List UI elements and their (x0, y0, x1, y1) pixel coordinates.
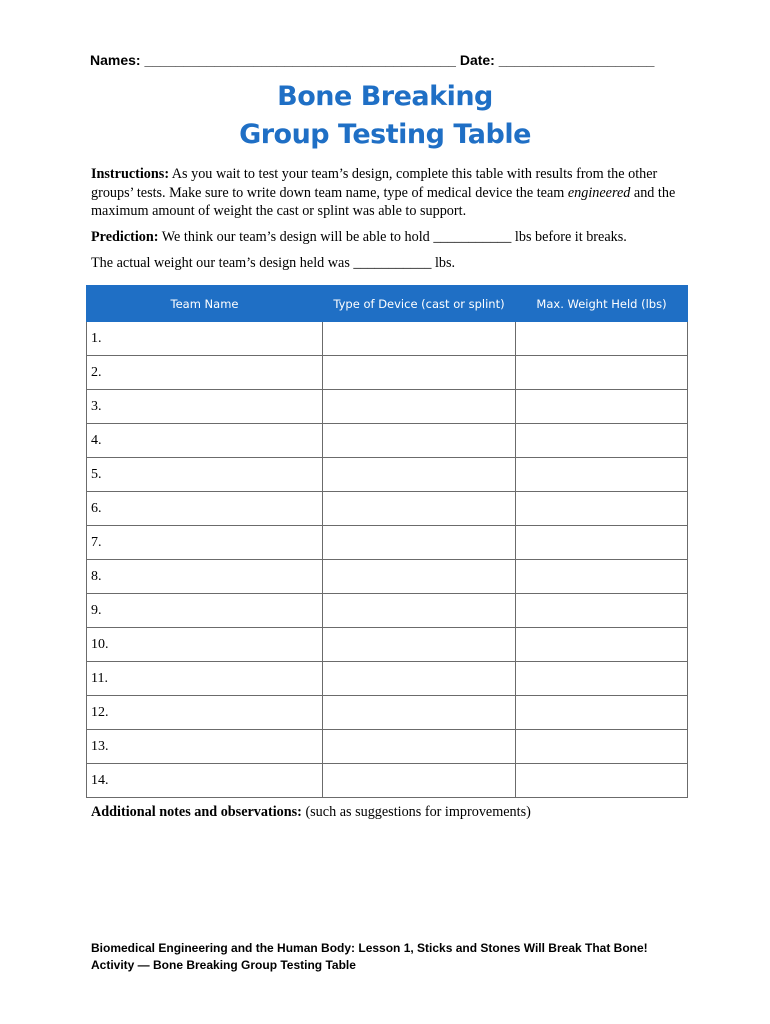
device-type-cell[interactable] (323, 390, 516, 424)
instructions-italic: engineered (567, 184, 631, 201)
title-line-2: Group Testing Table (239, 119, 531, 150)
table-row (87, 458, 688, 492)
table-row (87, 696, 688, 730)
header-max-weight: Max. Weight Held (lbs) (516, 286, 688, 322)
device-type-cell[interactable] (323, 730, 516, 764)
table-row (87, 322, 688, 356)
team-name-cell[interactable]: 8. (87, 560, 323, 594)
team-name-cell[interactable]: 13. (87, 730, 323, 764)
table-row (87, 662, 688, 696)
device-type-cell[interactable] (323, 526, 516, 560)
table-row (87, 730, 688, 764)
team-name-cell[interactable]: 4. (87, 424, 323, 458)
title-line-1: Bone Breaking (277, 81, 493, 112)
device-type-cell[interactable] (323, 356, 516, 390)
max-weight-cell[interactable] (516, 560, 688, 594)
max-weight-cell[interactable] (516, 594, 688, 628)
instructions-text-1: As you wait to test your team’s design, complete this table with results from the other groups’ tests. Make sure to write down team name, type of medical device the team (91, 166, 658, 201)
table-row (87, 424, 688, 458)
actual-weight-paragraph (91, 254, 691, 273)
table-row (87, 492, 688, 526)
device-type-cell[interactable] (323, 594, 516, 628)
device-type-cell[interactable] (323, 492, 516, 526)
max-weight-cell[interactable] (516, 764, 688, 798)
max-weight-cell[interactable] (516, 526, 688, 560)
team-name-cell[interactable]: 5. (87, 458, 323, 492)
team-name-cell[interactable]: 9. (87, 594, 323, 628)
device-type-cell[interactable] (323, 458, 516, 492)
team-name-cell[interactable]: 14. (87, 764, 323, 798)
prediction-text: We think our team’s design will be able to hold ___________ lbs before it breaks. (158, 229, 627, 245)
max-weight-cell[interactable] (516, 730, 688, 764)
device-type-cell[interactable] (323, 322, 516, 356)
device-type-cell[interactable] (323, 764, 516, 798)
notes-text: (such as suggestions for improvements) (301, 804, 531, 820)
table-row (87, 764, 688, 798)
team-name-cell[interactable]: 7. (87, 526, 323, 560)
footer (91, 940, 731, 974)
notes-section (91, 804, 691, 821)
team-name-cell[interactable]: 1. (87, 322, 323, 356)
team-name-cell[interactable]: 2. (87, 356, 323, 390)
footer-line-2: Activity — Bone Breaking Group Testing Table (91, 958, 356, 972)
device-type-cell[interactable] (323, 662, 516, 696)
max-weight-cell[interactable] (516, 696, 688, 730)
max-weight-cell[interactable] (516, 424, 688, 458)
max-weight-cell[interactable] (516, 662, 688, 696)
instructions-paragraph (91, 165, 691, 221)
team-name-cell[interactable]: 12. (87, 696, 323, 730)
table-row (87, 356, 688, 390)
instructions-label: Instructions: (91, 166, 170, 182)
device-type-cell[interactable] (323, 424, 516, 458)
date-field[interactable]: ____________________ (498, 52, 655, 68)
names-field[interactable]: ________________________________________ (144, 52, 456, 68)
max-weight-cell[interactable] (516, 458, 688, 492)
actual-weight-text: The actual weight our team’s design held was ___________ lbs. (91, 255, 456, 271)
date-label: Date: (459, 52, 495, 68)
max-weight-cell[interactable] (516, 356, 688, 390)
max-weight-cell[interactable] (516, 322, 688, 356)
header-team-name: Team Name (87, 286, 323, 322)
prediction-label: Prediction: (91, 229, 159, 245)
names-date-line (90, 52, 690, 68)
max-weight-cell[interactable] (516, 492, 688, 526)
table-header-row (87, 286, 688, 322)
team-name-cell[interactable]: 11. (87, 662, 323, 696)
max-weight-cell[interactable] (516, 390, 688, 424)
table-row (87, 594, 688, 628)
team-name-cell[interactable]: 10. (87, 628, 323, 662)
table-row (87, 628, 688, 662)
page-title (0, 78, 770, 154)
names-label: Names: (90, 52, 141, 68)
prediction-paragraph (91, 228, 691, 247)
table-row (87, 560, 688, 594)
table-row (87, 390, 688, 424)
table-row (87, 526, 688, 560)
device-type-cell[interactable] (323, 696, 516, 730)
device-type-cell[interactable] (323, 560, 516, 594)
team-name-cell[interactable]: 6. (87, 492, 323, 526)
max-weight-cell[interactable] (516, 628, 688, 662)
header-device-type: Type of Device (cast or splint) (323, 286, 516, 322)
team-name-cell[interactable]: 3. (87, 390, 323, 424)
footer-line-1: Biomedical Engineering and the Human Body: Lesson 1, Sticks and Stones Will Break That Bone! (91, 941, 648, 955)
instructions-text-2: and the maximum amount of weight the cast or splint was able to support. (91, 184, 676, 219)
results-table (86, 285, 688, 798)
device-type-cell[interactable] (323, 628, 516, 662)
notes-label: Additional notes and observations: (91, 804, 302, 820)
